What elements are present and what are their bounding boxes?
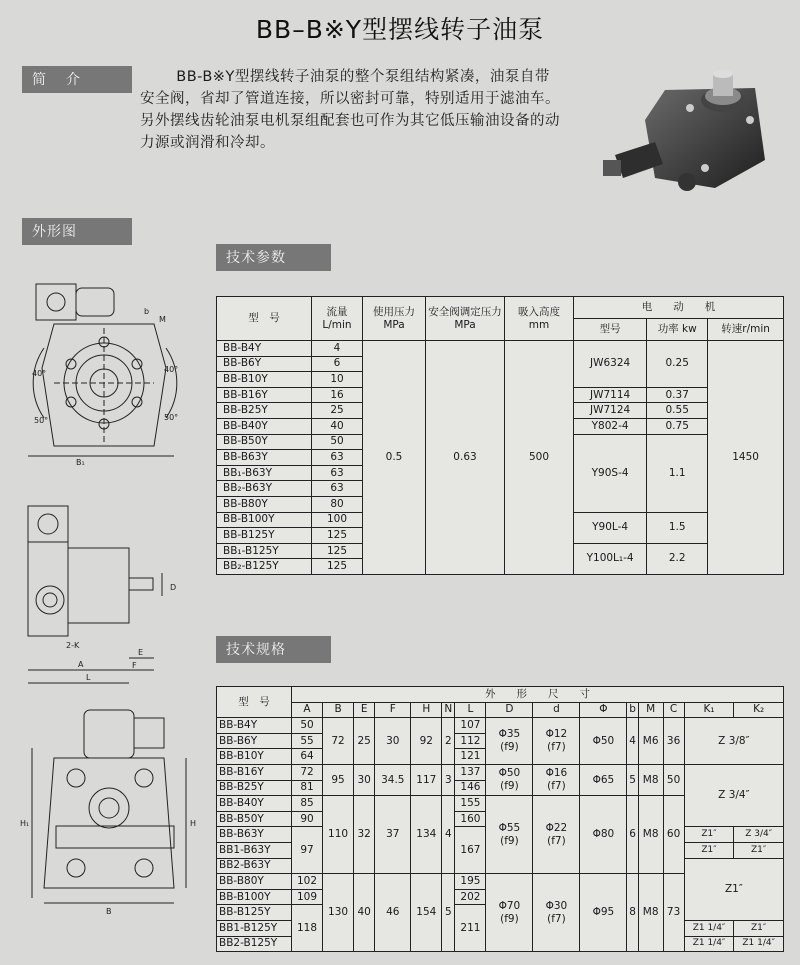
table-cell: M <box>638 702 663 718</box>
table-cell: 125 <box>312 559 363 575</box>
table-cell: 0.25 <box>647 341 708 388</box>
table-cell: Φ95 <box>580 874 627 952</box>
table-cell: BB2-B125Y <box>217 936 292 952</box>
table-cell: Z1 1/4″ <box>734 936 784 952</box>
table-cell: M8 <box>638 874 663 952</box>
table-cell: N <box>442 702 455 718</box>
table-cell: b <box>627 702 638 718</box>
table-cell: BB-B10Y <box>217 372 312 388</box>
table-cell: BB-B50Y <box>217 434 312 450</box>
table-cell: C <box>663 702 684 718</box>
table-cell: 30 <box>375 718 411 765</box>
section-tag-drawing: 外形图 <box>22 218 132 245</box>
table-cell: 110 <box>323 796 354 874</box>
th-suction: 吸入高度 mm <box>505 297 574 341</box>
label-40-left: 40° <box>32 369 47 378</box>
label-bb: B <box>106 907 112 916</box>
table-cell: 34.5 <box>375 764 411 795</box>
table-cell: Φ12 (f7) <box>533 718 580 765</box>
th-flow: 流量 L/min <box>312 297 363 341</box>
table-cell: BB-B25Y <box>217 780 292 796</box>
th-model: 型 号 <box>217 297 312 341</box>
table-cell: 146 <box>455 780 486 796</box>
table-cell: 130 <box>323 874 354 952</box>
table-row <box>217 297 784 319</box>
table-cell: BB-B16Y <box>217 387 312 403</box>
table-cell: D <box>486 702 533 718</box>
table-cell: 4 <box>312 341 363 357</box>
table-cell: 112 <box>455 733 486 749</box>
table-cell: 40 <box>312 418 363 434</box>
table-cell: 50 <box>292 718 323 734</box>
th-safety: 安全阀调定压力 MPa <box>426 297 505 341</box>
intro-paragraph: BB-B※Y型摆线转子油泵的整个泵组结构紧凑，油泵自带安全阀，省却了管道连接，所以密封可靠，特别适用于滤油车。另外摆线齿轮油泵电机泵组配套也可作为其它低压输油设备的动力源或润滑和冷却。 <box>140 69 560 151</box>
table-cell: Z1 1/4″ <box>684 920 734 936</box>
table-cell: M8 <box>638 764 663 795</box>
table-cell: 1.5 <box>647 512 708 543</box>
table-cell: 154 <box>411 874 442 952</box>
table-cell: 102 <box>292 874 323 890</box>
table-cell: 64 <box>292 749 323 765</box>
table-cell: 72 <box>323 718 354 765</box>
label-h: H <box>190 819 197 828</box>
table-cell: 10 <box>312 372 363 388</box>
th-model: 型 号 <box>217 687 292 718</box>
section-tag-spec: 技术规格 <box>216 636 331 663</box>
table-cell: 107 <box>455 718 486 734</box>
table-cell: BB-B80Y <box>217 496 312 512</box>
table-cell: BB₂-B125Y <box>217 559 312 575</box>
table-cell: 117 <box>411 764 442 795</box>
th-dimensions: 外 形 尺 寸 <box>292 687 784 703</box>
outline-drawing <box>14 278 199 958</box>
table-cell: Y802-4 <box>574 418 647 434</box>
label-m: M <box>159 315 166 324</box>
table-row <box>217 764 784 780</box>
table-cell: Φ50 <box>580 718 627 765</box>
label-50-left: 50° <box>34 416 49 425</box>
table-cell: BB-B4Y <box>217 341 312 357</box>
th-pressure: 使用压力 MPa <box>363 297 426 341</box>
table-cell: BB₁-B125Y <box>217 543 312 559</box>
table-cell: Z1 1/4″ <box>684 936 734 952</box>
table-cell: 155 <box>455 796 486 812</box>
table-cell: BB-B40Y <box>217 796 292 812</box>
table-cell: 73 <box>663 874 684 952</box>
table-cell: BB-B40Y <box>217 418 312 434</box>
table-cell: Φ22 (f7) <box>533 796 580 874</box>
table-cell: 63 <box>312 465 363 481</box>
table-cell: B <box>323 702 354 718</box>
table-cell: 25 <box>354 718 375 765</box>
table-cell: M6 <box>638 718 663 765</box>
table-cell: 3 <box>442 764 455 795</box>
table-cell: 30 <box>354 764 375 795</box>
table-cell: Z 3/4″ <box>734 827 784 843</box>
label-2k: 2-K <box>66 641 80 650</box>
th-motor-model: 型号 <box>574 319 647 341</box>
table-cell: BB1-B125Y <box>217 920 292 936</box>
table-cell: E <box>354 702 375 718</box>
table-cell: A <box>292 702 323 718</box>
label-b: b <box>144 307 150 316</box>
table-cell: K₁ <box>684 702 734 718</box>
table-cell: 40 <box>354 874 375 952</box>
table-cell: Z1″ <box>734 842 784 858</box>
spec-table <box>216 686 784 952</box>
label-a: A <box>78 660 84 669</box>
table-cell: 25 <box>312 403 363 419</box>
table-cell: 1.1 <box>647 434 708 512</box>
table-cell: 85 <box>292 796 323 812</box>
table-cell: Φ16 (f7) <box>533 764 580 795</box>
table-cell: BB1-B63Y <box>217 842 292 858</box>
th-power: 功率 kw <box>647 319 708 341</box>
table-cell: BB₂-B63Y <box>217 481 312 497</box>
page-title: BB–B※Y型摆线转子油泵 <box>255 15 545 44</box>
table-cell: 72 <box>292 764 323 780</box>
table-row <box>217 341 784 357</box>
table-cell: 0.55 <box>647 403 708 419</box>
table-cell: 16 <box>312 387 363 403</box>
table-cell: BB-B16Y <box>217 764 292 780</box>
table-cell: F <box>375 702 411 718</box>
table-cell: 0.75 <box>647 418 708 434</box>
table-cell: BB-B6Y <box>217 733 292 749</box>
table-cell: Φ55 (f9) <box>486 796 533 874</box>
table-cell: Y100L₁-4 <box>574 543 647 574</box>
table-cell: Z 3/4″ <box>684 764 783 826</box>
table-cell: 37 <box>375 796 411 874</box>
table-cell: JW6324 <box>574 341 647 388</box>
table-cell: BB-B125Y <box>217 905 292 921</box>
label-h1: H₁ <box>20 819 30 828</box>
suction-value: 500 <box>505 341 574 575</box>
table-cell: BB-B50Y <box>217 811 292 827</box>
table-cell: Z1″ <box>684 858 783 920</box>
table-cell: 0.37 <box>647 387 708 403</box>
table-cell: 4 <box>442 796 455 874</box>
table-cell: BB-B10Y <box>217 749 292 765</box>
table-cell: 50 <box>312 434 363 450</box>
table-cell: 81 <box>292 780 323 796</box>
table-cell: 50 <box>663 764 684 795</box>
table-cell: 167 <box>455 827 486 874</box>
table-cell: JW7124 <box>574 403 647 419</box>
label-50-right: 50° <box>164 413 179 422</box>
table-cell: 90 <box>292 811 323 827</box>
pump-photo <box>595 60 770 195</box>
table-cell: BB-B100Y <box>217 889 292 905</box>
table-cell: 97 <box>292 827 323 874</box>
table-cell: BB-B80Y <box>217 874 292 890</box>
table-cell: BB-B6Y <box>217 356 312 372</box>
table-cell: 211 <box>455 905 486 952</box>
table-cell: H <box>411 702 442 718</box>
table-row <box>217 702 784 718</box>
table-cell: 125 <box>312 528 363 544</box>
table-cell: d <box>533 702 580 718</box>
th-speed: 转速r/min <box>708 319 784 341</box>
table-cell: 202 <box>455 889 486 905</box>
pressure-value: 0.5 <box>363 341 426 575</box>
table-cell: 80 <box>312 496 363 512</box>
table-cell: Z1″ <box>684 842 734 858</box>
table-cell: 6 <box>312 356 363 372</box>
label-40-right: 40° <box>164 365 179 374</box>
table-cell: K₂ <box>734 702 784 718</box>
table-cell: BB-B4Y <box>217 718 292 734</box>
table-cell: Z1″ <box>684 827 734 843</box>
table-cell: 100 <box>312 512 363 528</box>
table-cell: Z 3/8″ <box>684 718 783 765</box>
table-cell: Φ80 <box>580 796 627 874</box>
table-cell: M8 <box>638 796 663 874</box>
table-cell: Φ65 <box>580 764 627 795</box>
table-cell: 5 <box>442 874 455 952</box>
th-motor: 电 动 机 <box>574 297 784 319</box>
table-cell: 5 <box>627 764 638 795</box>
table-cell: L <box>455 702 486 718</box>
table-cell: Y90S-4 <box>574 434 647 512</box>
table-cell: BB₁-B63Y <box>217 465 312 481</box>
tech-params-table <box>216 296 784 575</box>
table-cell: BB-B100Y <box>217 512 312 528</box>
table-cell: BB-B63Y <box>217 827 292 843</box>
label-d: D <box>170 583 177 592</box>
safety-value: 0.63 <box>426 341 505 575</box>
table-cell: 95 <box>323 764 354 795</box>
table-cell: Φ30 (f7) <box>533 874 580 952</box>
table-cell: 8 <box>627 874 638 952</box>
table-cell: 134 <box>411 796 442 874</box>
table-cell: 2 <box>442 718 455 765</box>
table-cell: 121 <box>455 749 486 765</box>
table-row <box>217 687 784 703</box>
section-tag-tech-params: 技术参数 <box>216 244 331 271</box>
table-cell: 63 <box>312 481 363 497</box>
table-cell: 195 <box>455 874 486 890</box>
table-cell: BB-B125Y <box>217 528 312 544</box>
label-f: F <box>132 661 137 670</box>
table-cell: 137 <box>455 764 486 780</box>
table-cell: 125 <box>312 543 363 559</box>
table-cell: Φ <box>580 702 627 718</box>
label-b1: B₁ <box>76 458 85 467</box>
table-row <box>217 718 784 734</box>
table-cell: BB-B63Y <box>217 450 312 466</box>
table-cell: 92 <box>411 718 442 765</box>
table-cell: 36 <box>663 718 684 765</box>
table-cell: 2.2 <box>647 543 708 574</box>
table-cell: 32 <box>354 796 375 874</box>
table-cell: 4 <box>627 718 638 765</box>
table-cell: 109 <box>292 889 323 905</box>
table-cell: Φ50 (f9) <box>486 764 533 795</box>
table-cell: Z1″ <box>734 920 784 936</box>
table-cell: BB2-B63Y <box>217 858 292 874</box>
table-cell: 46 <box>375 874 411 952</box>
table-cell: Φ70 (f9) <box>486 874 533 952</box>
table-cell: 6 <box>627 796 638 874</box>
table-cell: 60 <box>663 796 684 874</box>
table-cell: Y90L-4 <box>574 512 647 543</box>
table-cell: 63 <box>312 450 363 466</box>
section-tag-intro: 简 介 <box>22 66 132 93</box>
table-cell: 160 <box>455 811 486 827</box>
table-cell: BB-B25Y <box>217 403 312 419</box>
table-cell: 55 <box>292 733 323 749</box>
table-cell: 118 <box>292 905 323 952</box>
speed-value: 1450 <box>708 341 784 575</box>
table-cell: Φ35 (f9) <box>486 718 533 765</box>
label-e: E <box>138 648 144 657</box>
label-l: L <box>86 673 91 682</box>
table-cell: JW7114 <box>574 387 647 403</box>
